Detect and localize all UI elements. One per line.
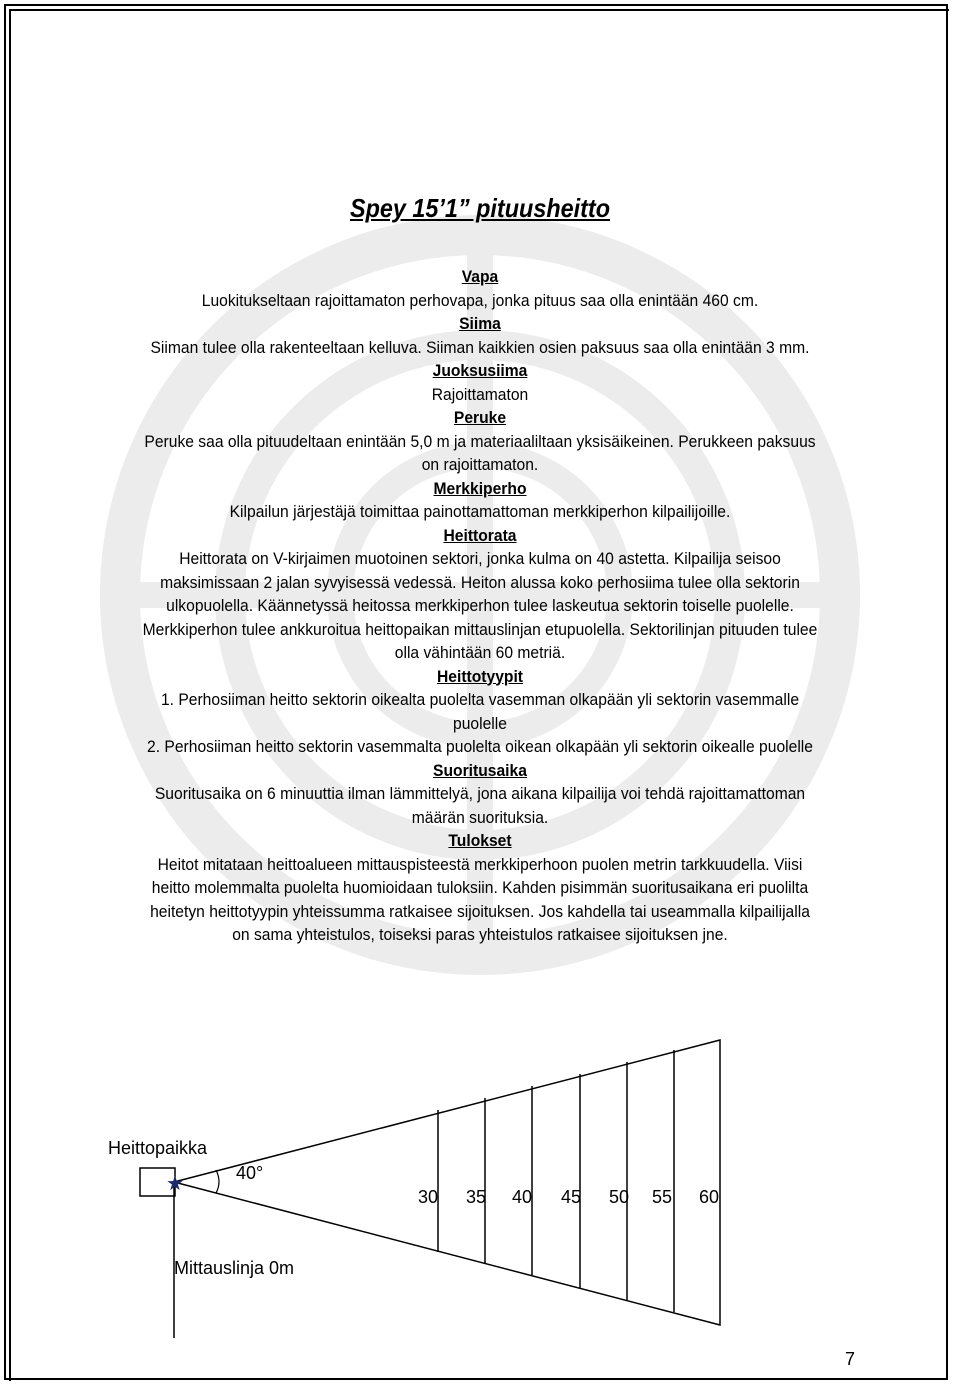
page-title: Spey 15’1” pituusheitto <box>349 193 611 223</box>
text-peruke-2: on rajoittamaton. <box>421 455 539 474</box>
text-heittorata-1: Heittorata on V-kirjaimen muotoinen sektori, jonka kulma on 40 astetta. Kilpailija seisoo <box>179 549 781 568</box>
heading-vapa: Vapa <box>461 267 499 286</box>
label-distance-60: 60 <box>698 1187 720 1207</box>
text-suoritusaika-2: määrän suorituksia. <box>411 807 549 827</box>
heading-suoritusaika: Suoritusaika <box>433 760 527 780</box>
label-distance-30: 30 <box>417 1187 439 1207</box>
heading-siima: Siima <box>459 314 501 333</box>
label-mittauslinja: Mittauslinja 0m <box>174 1258 295 1278</box>
label-distance-35: 35 <box>465 1187 487 1207</box>
text-tulokset-2: heitto molemmalta puolelta huomioidaan tuloksiin. Kahden pisimmän suoritusaikana eri puolilta <box>151 878 809 897</box>
text-heittotyyppi-1b: puolelle <box>453 713 507 733</box>
heading-merkkiperho: Merkkiperho <box>433 478 527 498</box>
rules-text <box>100 265 860 947</box>
label-distance-50: 50 <box>608 1187 630 1207</box>
text-suoritusaika-1: Suoritusaika on 6 minuuttia ilman lämmittelyä, jona aikana kilpailija voi tehdä rajoittamattoman <box>154 784 806 803</box>
text-vapa: Luokitukseltaan rajoittamaton perhovapa, jonka pituus saa olla enintään 460 cm. <box>201 290 759 310</box>
heading-heittotyypit: Heittotyypit <box>436 666 524 686</box>
heading-heittorata: Heittorata <box>443 525 517 545</box>
angle-arc <box>216 1170 219 1193</box>
text-heittotyyppi-2: 2. Perhosiiman heitto sektorin vasemmalta puolelta oikean olkapään yli sektorin oikealle puolelle <box>147 737 813 756</box>
text-peruke-1: Peruke saa olla pituudeltaan enintään 5,0 m ja materiaaliltaan yksisäikeinen. Perukkeen paksuus <box>144 431 816 451</box>
text-merkkiperho: Kilpailun järjestäjä toimittaa painottamattoman merkkiperhon kilpailijoille. <box>229 502 731 521</box>
text-heittorata-3: ulkopuolella. Käännetyssä heitossa merkkiperhon tulee laskeutua sektorin toiselle puolelle. <box>166 596 794 615</box>
text-heittorata-5: olla vähintään 60 metriä. <box>394 643 566 662</box>
text-siima: Siiman tulee olla rakenteeltaan kelluva. Siiman kaikkien osien paksuus saa olla enintään 3 mm. <box>150 337 810 357</box>
heading-juoksusiima: Juoksusiima <box>432 361 528 380</box>
page-number: 7 <box>844 1349 855 1369</box>
text-heittorata-2: maksimissaan 2 jalan syvyisessä vedessä. Heiton alussa koko perhosiima tulee olla sektorin <box>160 572 800 592</box>
label-angle: 40° <box>236 1163 264 1183</box>
label-heittopaikka: Heittopaikka <box>108 1138 208 1158</box>
text-tulokset-3: heitetyn heittotyypin yhteissumma ratkaisee sijoituksen. Jos kahdella tai useammalla kilpailijalla <box>150 901 810 921</box>
heading-tulokset: Tulokset <box>448 831 512 850</box>
text-heittorata-4: Merkkiperhon tulee ankkuroitua heittopaikan mittauslinjan etupuolella. Sektorilinjan pituuden tulee <box>142 619 818 639</box>
text-tulokset-1: Heitot mitataan heittoalueen mittauspisteestä merkkiperhoon puolen metrin tarkkuudella. Viisi <box>157 854 803 874</box>
star-icon: ★ <box>166 1171 184 1195</box>
text-juoksusiima: Rajoittamaton <box>431 384 529 404</box>
heading-peruke: Peruke <box>453 408 507 427</box>
casting-sector-diagram <box>0 1000 960 1360</box>
distance-lines <box>438 1050 674 1312</box>
text-heittotyyppi-1a: 1. Perhosiiman heitto sektorin oikealta puolelta vasemman olkapään yli sektorin vasemmalle <box>160 690 800 709</box>
text-tulokset-4: on sama yhteistulos, toiseksi paras yhteistulos ratkaisee sijoituksen jne. <box>232 925 728 944</box>
label-distance-55: 55 <box>651 1187 673 1207</box>
label-distance-40: 40 <box>511 1187 533 1207</box>
label-distance-45: 45 <box>560 1187 582 1207</box>
